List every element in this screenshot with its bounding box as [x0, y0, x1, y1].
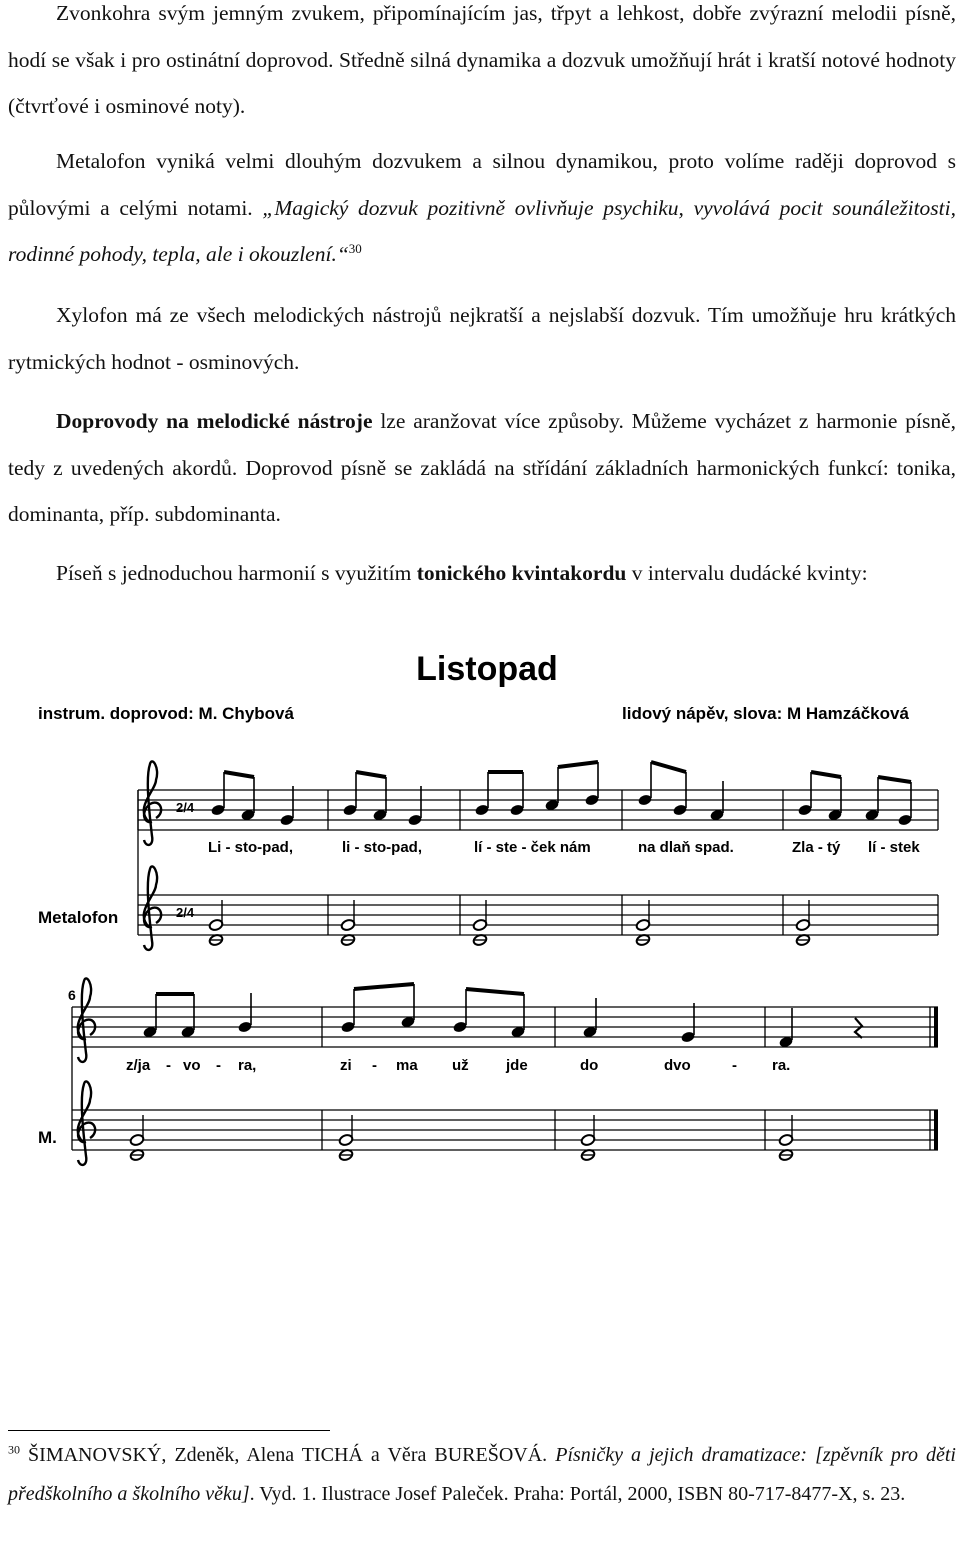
treble-clef-icon	[78, 1081, 95, 1165]
lyric-syllable: lí - stek	[868, 839, 920, 856]
lyric-syllable: Zla - tý	[792, 839, 841, 856]
lyric-syllable: ma	[396, 1057, 418, 1074]
lyric-syllable: zi	[340, 1057, 352, 1074]
staff-voice-2	[72, 1007, 938, 1150]
metalofon-chords-1	[208, 900, 810, 947]
paragraph-text: Xylofon má ze všech melodických nástrojů nejkratší a nejslabší dozvuk. Tím umožňuje hru krátkých rytmických hodnot - osminových.	[8, 303, 956, 374]
instrument-label-metalofon: Metalofon	[38, 908, 119, 927]
bold-term: Doprovody na melodické nástroje	[56, 409, 373, 433]
melody-stems-2	[156, 984, 862, 1040]
paragraph-text: Metalofon vyniká velmi dlouhým dozvukem a silnou dynamikou, proto volíme raději doprovod s půlovými a celými notami.	[8, 149, 956, 220]
treble-clef-icon	[144, 761, 161, 845]
lyric-syllable: lí - ste - ček nám	[474, 839, 591, 856]
lyric-syllable: li - sto-pad,	[342, 839, 422, 856]
lyric-syllable: -	[166, 1057, 171, 1074]
time-signature: 2/4	[176, 905, 195, 920]
paragraph-text: lze aranžovat více způsoby. Můžeme vycházet z harmonie písně, tedy z uvedených akordů. Doprovod písně se zakládá na střídání základních harmonických funkcí: tonika, dominanta, příp. subdominanta.	[8, 409, 957, 526]
staff-metalofon-1	[138, 790, 938, 935]
melody-notes-2	[142, 1015, 793, 1048]
lyric-syllable: už	[452, 1057, 469, 1074]
staff-voice-1	[138, 790, 938, 830]
quote: „Magický dozvuk pozitivně ovlivňuje psychiku, vyvolává pocit sounáležitosti, rodinné pohody, tepla, ale i okouzlení.“	[8, 195, 956, 266]
paragraph-xylophone	[8, 292, 956, 385]
paragraph-glockenspiel	[8, 0, 956, 130]
measure-number: 6	[68, 987, 76, 1003]
footnote-separator	[8, 1430, 330, 1431]
footnote-reference: 30	[348, 240, 362, 256]
lyrics-line-1	[208, 839, 920, 856]
footnote-number: 30	[8, 1442, 20, 1457]
paragraph-text: Zvonkohra svým jemným zvukem, připomínajícím jas, třpyt a lehkost, dobře zvýrazní melodii písně, hodí se však i pro ostinátní doprovod. Středně silná dynamika a dozvuk umožňují hrát i kratší notové hodnoty (čtvrťové i osminové noty).	[8, 1, 956, 118]
lyric-syllable: ra,	[238, 1057, 257, 1074]
lyric-syllable: vo	[183, 1057, 201, 1074]
paragraph-metallophone	[8, 138, 956, 278]
lyric-syllable: ra.	[772, 1057, 791, 1074]
treble-clef-icon	[78, 978, 95, 1062]
score-arranger: instrum. doprovod: M. Chybová	[38, 704, 294, 723]
score-title: Listopad	[416, 650, 558, 688]
paragraph-text: Píseň s jednoduchou harmonií s využitím	[56, 561, 417, 585]
lyric-syllable: z/ja	[126, 1057, 151, 1074]
paragraph-text: v intervalu dudácké kvinty:	[626, 561, 868, 585]
footnote-details: . Vyd. 1. Ilustrace Josef Paleček. Praha: Portál, 2000, ISBN 80-717-8477-X, s. 23.	[249, 1483, 906, 1505]
bold-term: tonického kvintakordu	[416, 561, 627, 585]
instrument-label-short: M.	[38, 1128, 57, 1147]
lyric-syllable: dvo	[664, 1057, 691, 1074]
lyric-syllable: -	[372, 1057, 377, 1074]
lyric-syllable: -	[732, 1057, 737, 1074]
footnote-title: Písničky a jejich dramatizace: [zpěvník pro děti předškolního a školního věku]	[8, 1444, 956, 1505]
staff-metalofon-2	[72, 1110, 938, 1150]
time-signature: 2/4	[176, 800, 195, 815]
lyric-syllable: na dlaň spad.	[638, 839, 734, 856]
lyric-syllable: Li - sto-pad,	[208, 839, 293, 856]
metalofon-chords-2	[129, 1115, 793, 1162]
score-credits: lidový nápěv, slova: M Hamzáčková	[622, 704, 909, 723]
lyric-syllable: do	[580, 1057, 599, 1074]
lyrics-line-2	[126, 1057, 790, 1074]
footnote	[8, 1436, 956, 1514]
sheet-music-listopad	[0, 640, 960, 1180]
footnote-authors: ŠIMANOVSKÝ, Zdeněk, Alena TICHÁ a Věra BUREŠOVÁ.	[28, 1444, 556, 1466]
paragraph-song-intro	[8, 550, 956, 597]
treble-clef-icon	[144, 866, 161, 950]
lyric-syllable: jde	[506, 1057, 528, 1074]
lyric-syllable: -	[216, 1057, 221, 1074]
paragraph-accompaniment	[8, 398, 956, 538]
